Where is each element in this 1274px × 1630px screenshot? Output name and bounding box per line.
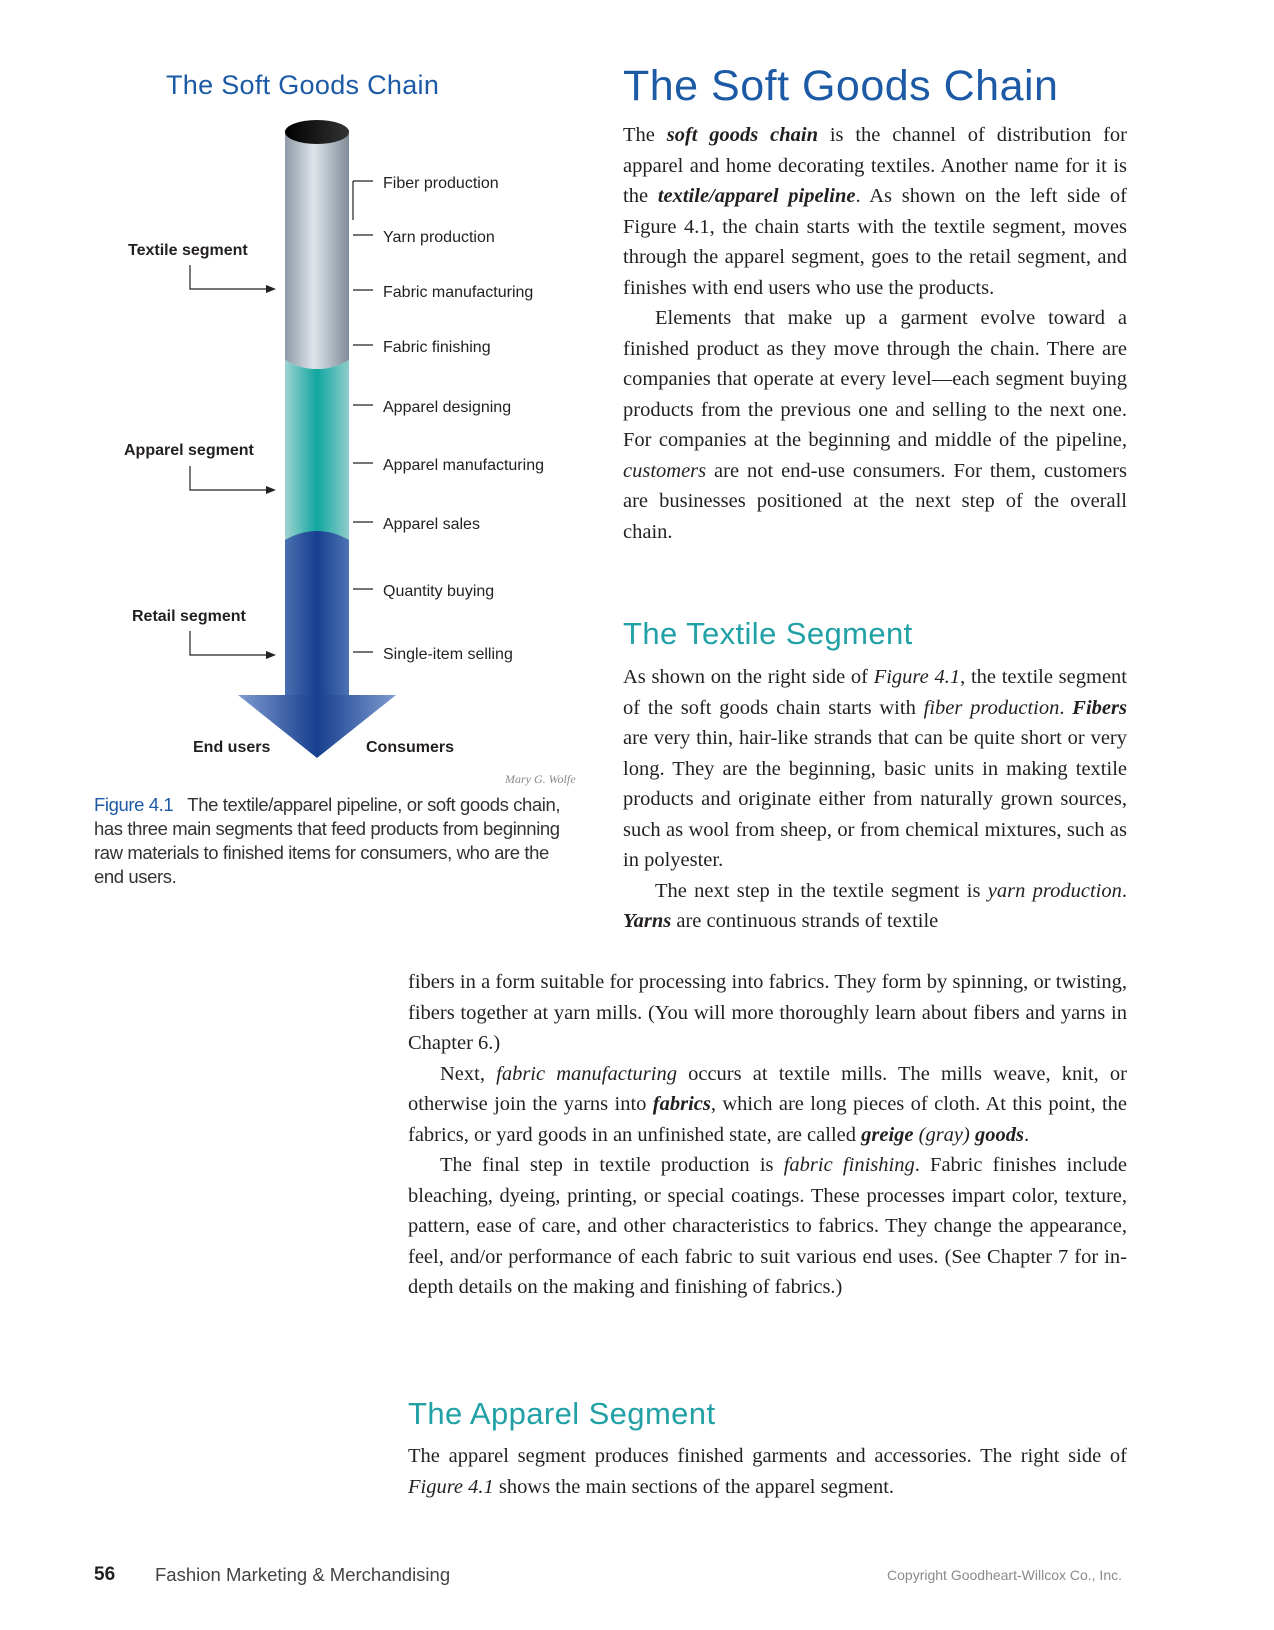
- step-label: Fabric manufacturing: [383, 284, 534, 301]
- section-heading-apparel: The Apparel Segment: [408, 1396, 716, 1431]
- segment-label-textile: Textile segment: [128, 242, 248, 259]
- pipeline-textile-section: [285, 130, 349, 369]
- section-heading-textile: The Textile Segment: [623, 616, 913, 651]
- step-label: Quantity buying: [383, 583, 495, 600]
- end-users-label: End users: [193, 739, 271, 756]
- consumers-label: Consumers: [366, 739, 455, 756]
- segment-arrows: [190, 265, 268, 655]
- paragraph: Next, fabric manufacturing occurs at textile mills. The mills weave, knit, or otherwise join the yarns into fabrics, which are long pieces of cloth. At this point, the fabrics, or yard goods in an unfinished state, are called greige (gray) goods.: [408, 1062, 1128, 1146]
- step-ticks: [353, 181, 373, 652]
- paragraph: The soft goods chain is the channel of distribution for apparel and home decorating textiles. Another name for it is the textile/apparel pipeline. As shown on the left side of Figure 4.1, the chain starts with the textile segment, moves through the apparel segment, goes to the retail segment, and finishes with end users who use the products.: [623, 124, 1127, 299]
- textile-text-column: [623, 662, 1127, 937]
- step-label: Fabric finishing: [383, 339, 491, 356]
- paragraph: Elements that make up a garment evolve toward a finished product as they move through the chain. There are companies that operate at every level—each segment buying products from the previous one and selling to the next one. For companies at the beginning and middle of the pipeline, customers are not end-use consumers. For them, customers are businesses positioned at the next step of the overall chain.: [623, 307, 1127, 543]
- segment-label-retail: Retail segment: [132, 608, 246, 625]
- step-label: Yarn production: [383, 229, 495, 246]
- paragraph: The final step in textile production is fabric finishing. Fabric finishes include bleaching, dyeing, printing, or special coatings. These processes impart color, texture, pattern, ease of care, and other characteristics to fabrics. They change the appearance, feel, and/or performance of each fabric to suit various end uses. (See Chapter 7 for in-depth details on the making and finishing of fabrics.): [408, 1154, 1127, 1298]
- segment-label-apparel: Apparel segment: [124, 442, 254, 459]
- arrow-heads: [266, 285, 276, 659]
- step-label: Apparel manufacturing: [383, 457, 544, 474]
- pipeline-retail-section: [285, 520, 349, 695]
- caption-text: The textile/apparel pipeline, or soft goods chain, has three main segments that feed products from beginning raw materials to finished items for consumers, who are the end users.: [94, 794, 561, 887]
- textile-text-wide: [408, 967, 1127, 1303]
- step-label: Apparel designing: [383, 399, 512, 416]
- intro-text: [623, 120, 1127, 547]
- paragraph: As shown on the right side of Figure 4.1, the textile segment of the soft goods chain starts with fiber production. Fibers are very thin, hair-like strands that can be quite short or very long. They are the beginning, basic units in making textile products and originate either from naturally grown sources, such as wool from sheep, or from chemical mixtures, such as in polyester.: [623, 666, 1127, 871]
- apparel-text: [408, 1441, 1127, 1502]
- paragraph: The apparel segment produces finished garments and accessories. The right side of Figure 4.1 shows the main sections of the apparel segment.: [408, 1445, 1127, 1498]
- figure-title: The Soft Goods Chain: [166, 70, 440, 100]
- paragraph-continued: fibers in a form suitable for processing into fabrics. They form by spinning, or twisting, fibers together at yarn mills. (You will more thoroughly learn about fibers and yarns in Chapter 6.): [408, 971, 1127, 1054]
- pipeline-apparel-section: [285, 360, 349, 540]
- paragraph: The next step in the textile segment is yarn production. Yarns are continuous strands of textile: [623, 879, 1127, 932]
- page-title: The Soft Goods Chain: [623, 62, 1059, 110]
- copyright-notice: Copyright Goodheart-Willcox Co., Inc.: [887, 1567, 1122, 1583]
- step-label: Apparel sales: [383, 516, 480, 533]
- figure-number: Figure 4.1: [94, 794, 174, 815]
- pipeline-top-cap: [285, 120, 349, 144]
- soft-goods-chain-diagram: [0, 110, 600, 770]
- step-label: Fiber production: [383, 175, 499, 192]
- figure-caption: [94, 793, 564, 889]
- step-label: Single-item selling: [383, 646, 513, 663]
- figure-credit: Mary G. Wolfe: [505, 772, 576, 786]
- book-title: Fashion Marketing & Merchandising: [155, 1564, 451, 1585]
- page-number: 56: [94, 1564, 116, 1585]
